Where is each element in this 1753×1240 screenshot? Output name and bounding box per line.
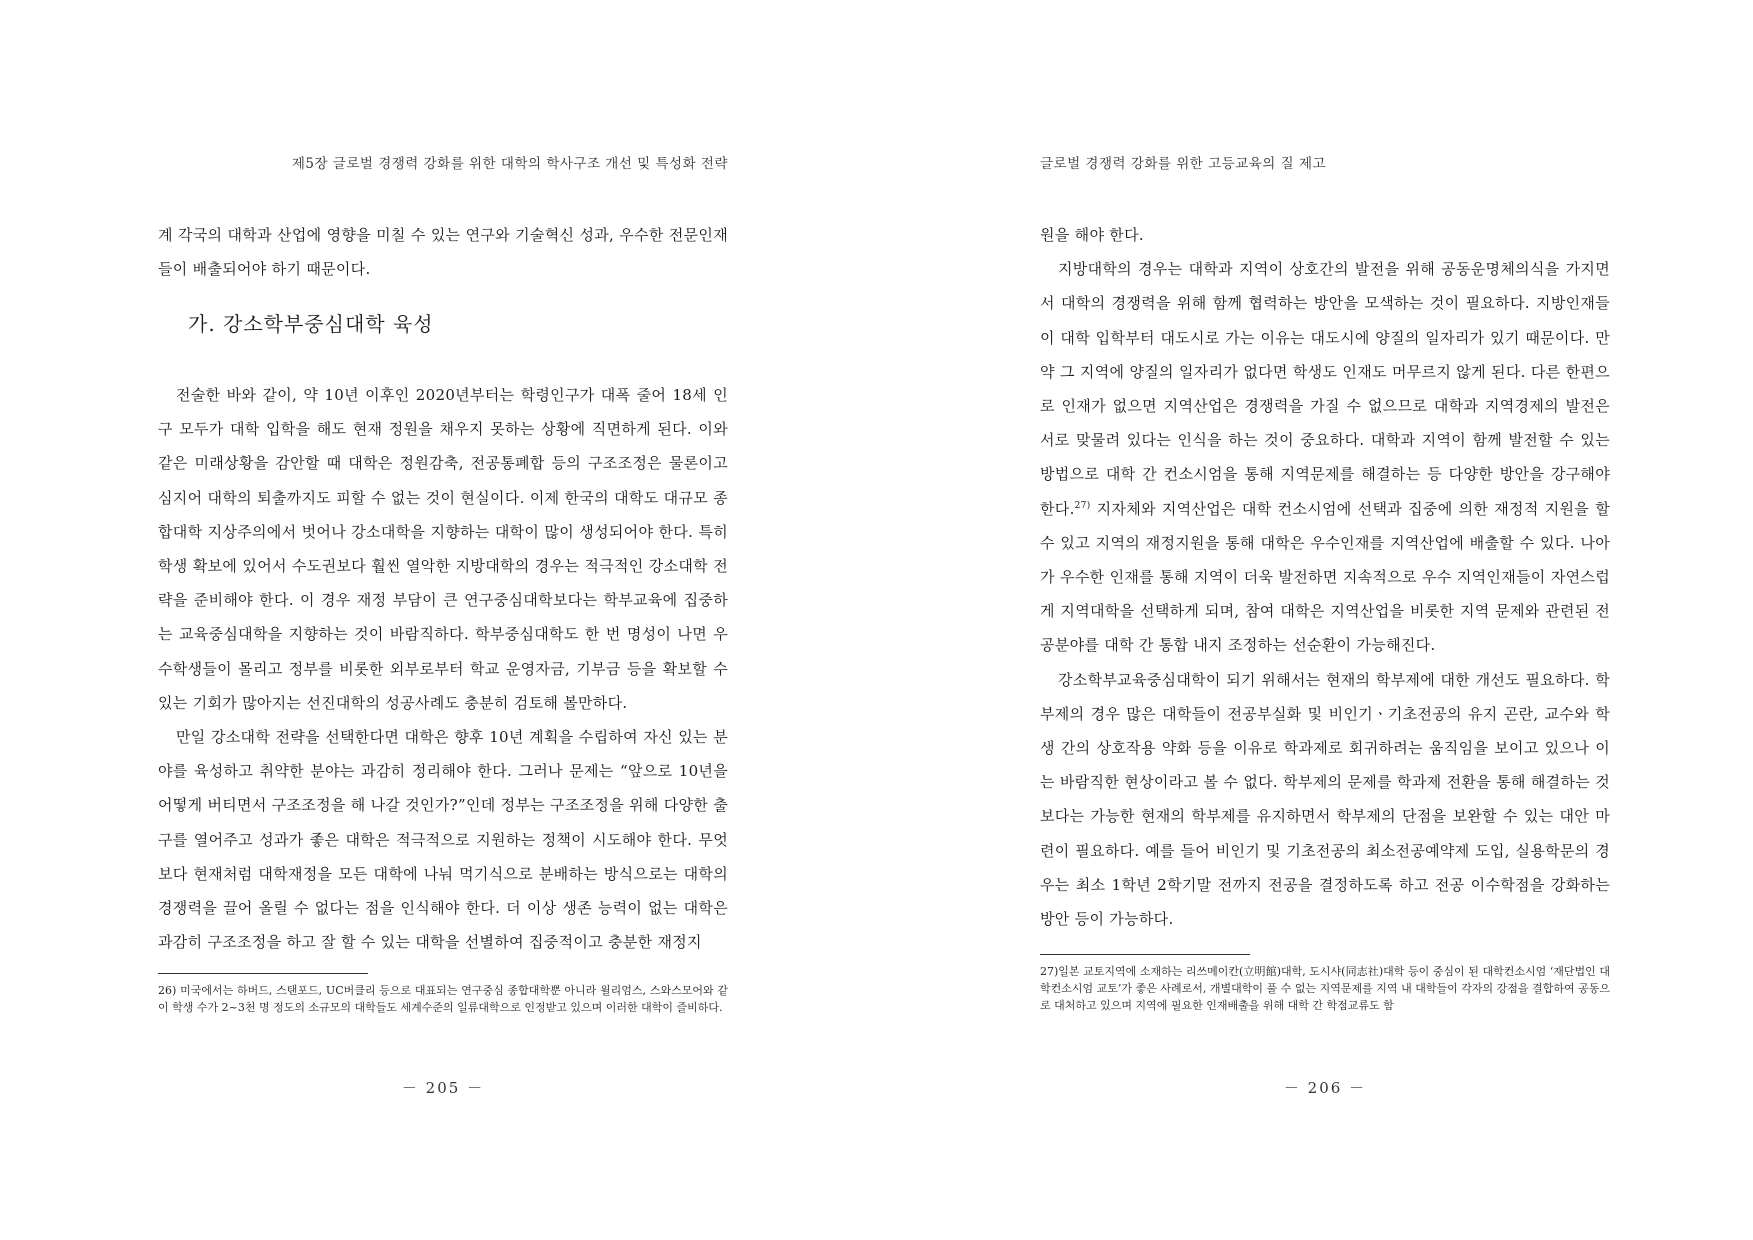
paragraph-text: 지방대학의 경우는 대학과 지역이 상호간의 발전을 위해 공동운명체의식을 가지면서 대학의 경쟁력을 위해 함께 협력하는 방안을 모색하는 것이 필요하다. 지방인재들이 대학 입학부터 대도시로 가는 이유는 대도시에 양질의 일자리가 있기 때문이다. 만약 그 지역에 양질의 일자리가 없다면 학생도 인재도 머무르지 않게 된다. 다른 한편으로 인재가 없으면 지역산업은 경쟁력을 가질 수 없으므로 대학과 지역경제의 발전은 서로 맞물려 있다는 인식을 하는 것이 중요하다. 대학과 지역이 함께 발전할 수 있는 방법으로 대학 간 컨소시엄을 통해 지역문제를 해결하는 등 다양한 방안을 강구해야 한다.: [1040, 260, 1610, 518]
left-page: [158, 0, 728, 1240]
section-heading: 가. 강소학부중심대학 육성: [188, 312, 434, 336]
paragraph: 만일 강소대학 전략을 선택한다면 대학은 향후 10년 계획을 수립하여 자신 있는 분야를 육성하고 취약한 분야는 과감히 정리해야 한다. 그러나 문제는 “앞으로 10년을 어떻게 버티면서 구조조정을 해 나갈 것인가?”인데 정부는 구조조정을 위해 다양한 출구를 열어주고 성과가 좋은 대학은 적극적으로 지원하는 정책이 시도해야 한다. 무엇보다 현재처럼 대학재정을 모든 대학에 나눠 먹기식으로 분배하는 방식으로는 대학의 경쟁력을 끌어 올릴 수 없다는 점을 인식해야 한다. 더 이상 생존 능력이 없는 대학은 과감히 구조조정을 하고 잘 할 수 있는 대학을 선별하여 집중적이고 충분한 재정지: [158, 728, 728, 952]
footnote-number: 27): [1040, 965, 1059, 978]
paragraph: [1040, 252, 1610, 662]
footnote: [1040, 963, 1610, 1014]
right-page: [1040, 0, 1610, 1240]
continuation-paragraph: 원을 해야 한다.: [1040, 226, 1144, 244]
footnote-text: 미국에서는 하버드, 스탠포드, UC버클리 등으로 대표되는 연구중심 종합대학뿐 아니라 윌리엄스, 스와스모어와 같이 학생 수가 2~3천 명 정도의 소규모의 대학들도 세계수준의 일류대학으로 인정받고 있으며 이러한 대학이 즐비하다.: [158, 984, 728, 1014]
footnote-text: 일본 교토지역에 소재하는 리쓰메이칸(立明館)대학, 도시샤(同志社)대학 등이 중심이 된 대학컨소시엄 ‘재단법인 대학컨소시엄 교토’가 좋은 사례로서, 개별대학이 풀 수 없는 지역문제를 지역 내 대학들이 각자의 강점을 결합하여 공동으로 대처하고 있으며 지역에 필요한 인재배출을 위해 대학 간 학점교류도 함: [1040, 965, 1610, 1012]
footnote-divider: [158, 973, 368, 974]
paragraph: 전술한 바와 같이, 약 10년 이후인 2020년부터는 학령인구가 대폭 줄어 18세 인구 모두가 대학 입학을 해도 현재 정원을 채우지 못하는 상황에 직면하게 된다. 이와 같은 미래상황을 감안할 때 대학은 정원감축, 전공통폐합 등의 구조조정은 물론이고 심지어 대학의 퇴출까지도 피할 수 없는 것이 현실이다. 이제 한국의 대학도 대규모 종합대학 지상주의에서 벗어나 강소대학을 지향하는 대학이 많이 생성되어야 한다. 특히 학생 확보에 있어서 수도권보다 훨씬 열악한 지방대학의 경우는 적극적인 강소대학 전략을 준비해야 한다. 이 경우 재정 부담이 큰 연구중심대학보다는 학부교육에 집중하는 교육중심대학을 지향하는 것이 바람직하다. 학부중심대학도 한 번 명성이 나면 우수학생들이 몰리고 정부를 비롯한 외부로부터 학교 운영자금, 기부금 등을 확보할 수 있는 기회가 많아지는 선진대학의 성공사례도 충분히 검토해 볼만하다.: [158, 386, 728, 712]
continuation-block: [158, 218, 728, 286]
paragraph: 강소학부교육중심대학이 되기 위해서는 현재의 학부제에 대한 개선도 필요하다. 학부제의 경우 많은 대학들이 전공부실화 및 비인기ㆍ기초전공의 유지 곤란, 교수와 학생 간의 상호작용 약화 등을 이유로 학과제로 회귀하려는 움직임을 보이고 있으나 이는 바람직한 현상이라고 볼 수 없다. 학부제의 문제를 학과제 전환을 통해 해결하는 것보다는 가능한 현재의 학부제를 유지하면서 학부제의 단점을 보완할 수 있는 대안 마련이 필요하다. 예를 들어 비인기 및 기초전공의 최소전공예약제 도입, 실용학문의 경우는 최소 1학년 2학기말 전까지 전공을 결정하도록 하고 전공 이수학점을 강화하는 방안 등이 가능하다.: [1040, 670, 1610, 929]
continuation-paragraph: 계 각국의 대학과 산업에 영향을 미칠 수 있는 연구와 기술혁신 성과, 우수한 전문인재들이 배출되어야 하기 때문이다.: [158, 226, 728, 279]
body-text: [158, 378, 728, 959]
footnote-reference: 27): [1074, 500, 1091, 511]
page-number: － 206 －: [1283, 1079, 1367, 1097]
page-number: － 205 －: [401, 1079, 485, 1097]
footnote: [158, 982, 728, 1016]
body-text: [1040, 218, 1610, 936]
paragraph-text: 지자체와 지역산업은 대학 컨소시엄에 선택과 집중에 의한 재정적 지원을 할 수 있고 지역의 재정지원을 통해 대학은 우수인재를 지역산업에 배출할 수 있다. 나아가 우수한 인재를 통해 지역이 더욱 발전하면 지속적으로 우수 지역인재들이 자연스럽게 지역대학을 선택하게 되며, 참여 대학은 지역산업을 비롯한 지역 문제와 관련된 전공분야를 대학 간 통합 내지 조정하는 선순환이 가능해진다.: [1040, 499, 1610, 655]
footnote-divider: [1040, 954, 1250, 955]
running-head: 글로벌 경쟁력 강화를 위한 고등교육의 질 제고: [1040, 156, 1327, 172]
running-head: 제5장 글로벌 경쟁력 강화를 위한 대학의 학사구조 개선 및 특성화 전략: [291, 156, 728, 172]
footnote-number: 26): [158, 984, 177, 997]
